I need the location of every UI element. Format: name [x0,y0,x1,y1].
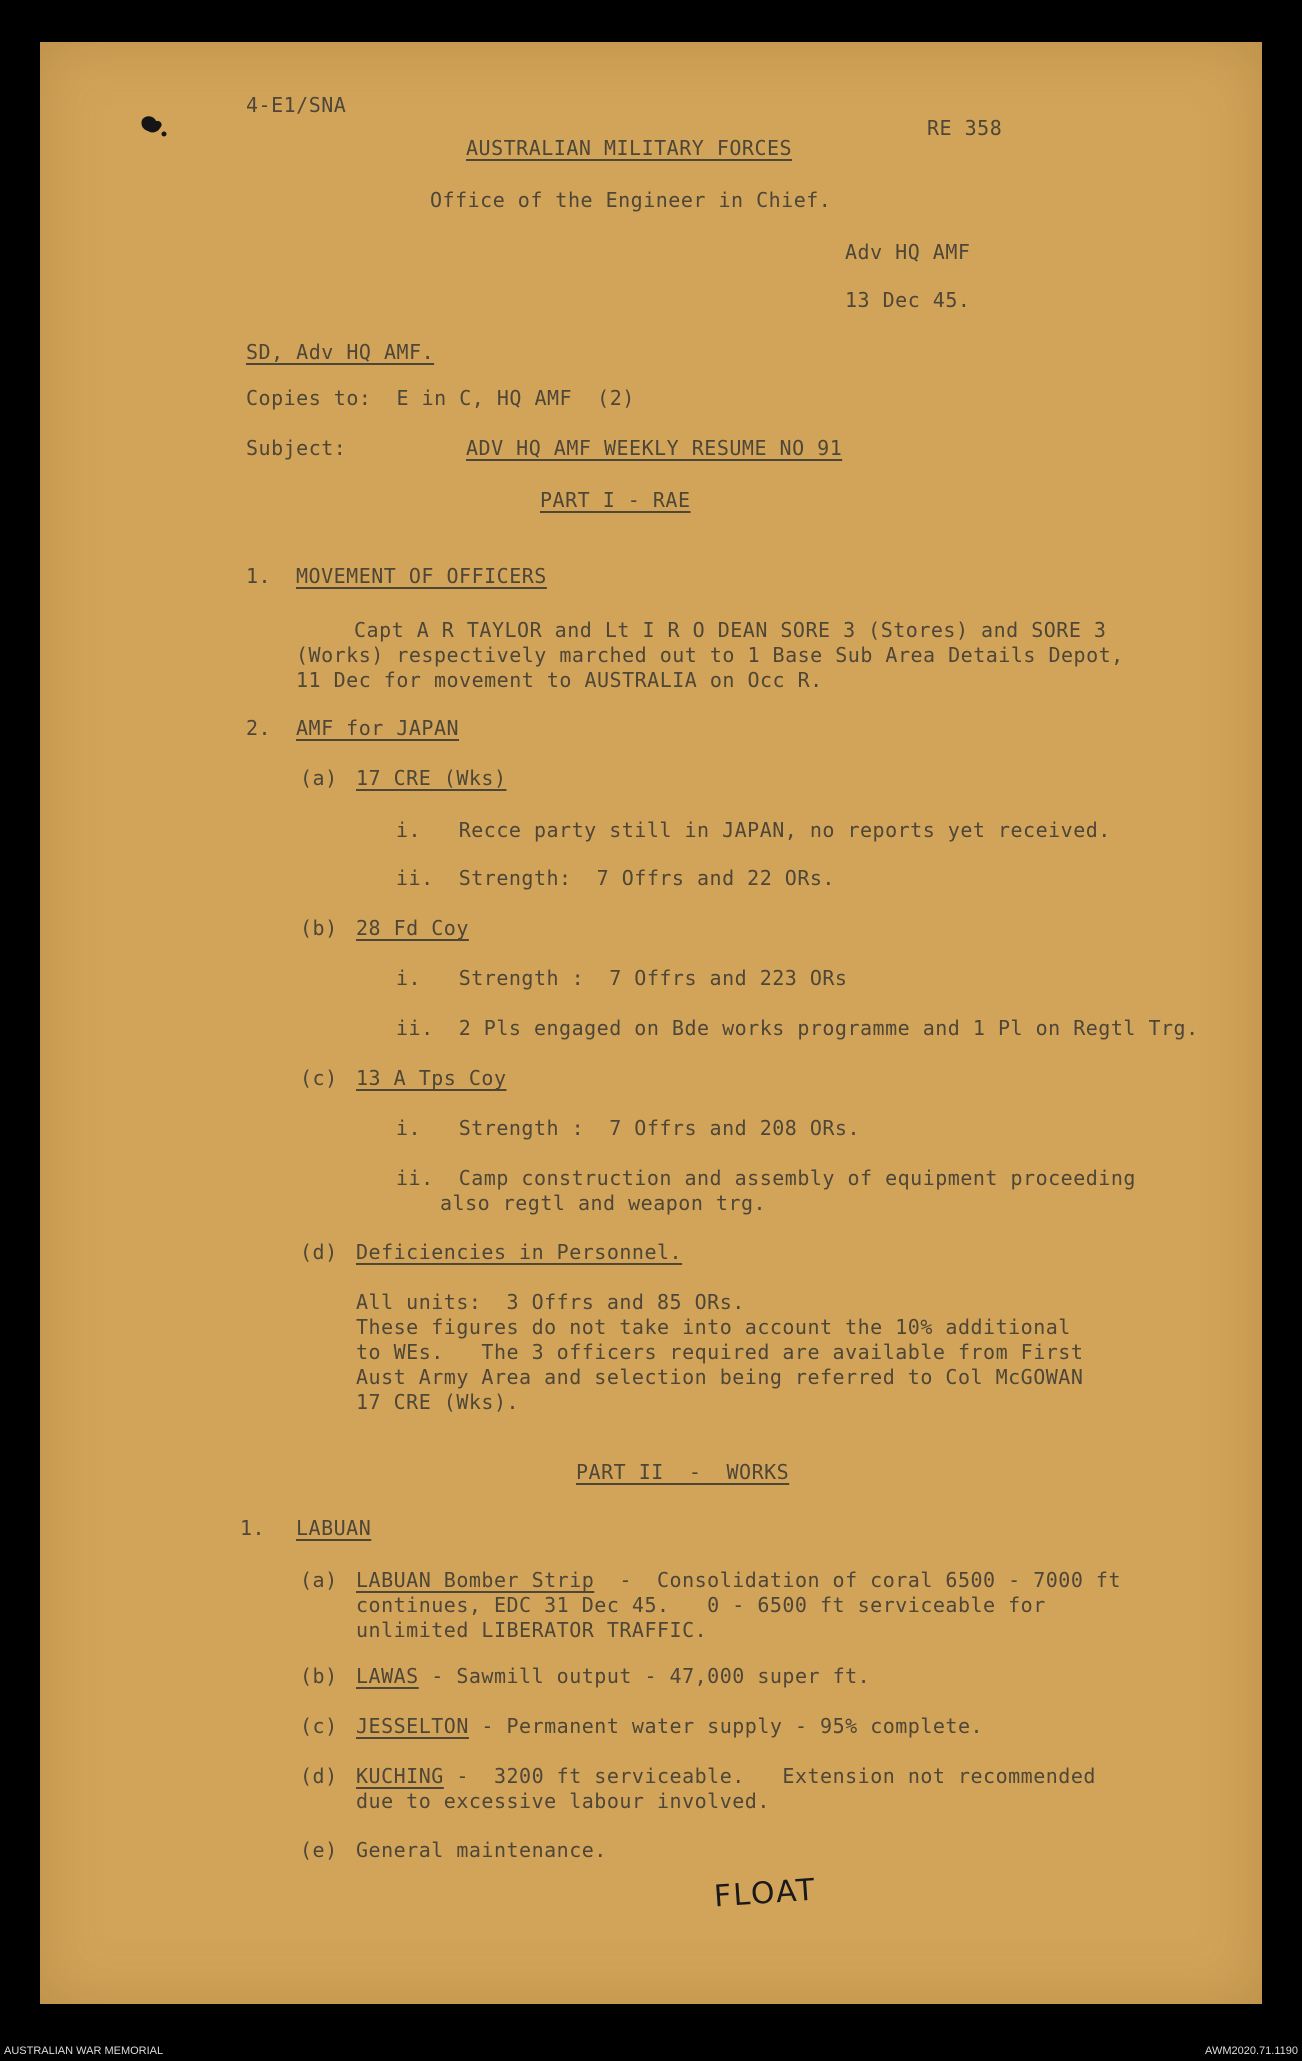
section-number: 1. [240,1516,266,1540]
sender-hq: Adv HQ AMF [845,240,971,264]
addressee: SD, Adv HQ AMF. [246,340,435,364]
item-label: (d) [300,1240,338,1264]
paragraph-line: (Works) respectively marched out to 1 Base Sub Area Details Depot, [296,643,1124,667]
section-number: 2. [246,716,272,740]
item-label: (a) [300,1568,338,1592]
organization-heading: AUSTRALIAN MILITARY FORCES [466,136,793,160]
paragraph-line: unlimited LIBERATOR TRAFFIC. [356,1618,708,1642]
item-line [356,1714,983,1739]
subject-title: ADV HQ AMF WEEKLY RESUME NO 91 [466,436,843,460]
subitem-line: ii. Camp construction and assembly of equipment proceeding [396,1166,1136,1190]
subitem-line: also regtl and weapon trg. [440,1191,767,1215]
item-label: (c) [300,1714,338,1738]
item-line: General maintenance. [356,1838,607,1862]
document-reference: RE 358 [927,116,1003,140]
item-label: (e) [300,1838,338,1862]
subitem-line: ii. Strength: 7 Offrs and 22 ORs. [396,866,835,890]
paragraph-line: All units: 3 Offrs and 85 ORs. [356,1290,745,1314]
file-reference: 4-E1/SNA [246,93,347,117]
item-text: - Permanent water supply - 95% complete. [468,1714,984,1738]
copies-line: Copies to: E in C, HQ AMF (2) [246,386,635,410]
item-line [356,1764,1096,1789]
item-heading: 28 Fd Coy [356,916,469,940]
paragraph-line: These figures do not take into account the 10% additional [356,1315,1071,1339]
item-key: KUCHING [356,1764,444,1788]
part-two-heading: PART II - WORKS [576,1460,790,1484]
paragraph-line: 11 Dec for movement to AUSTRALIA on Occ R. [296,668,823,692]
item-label: (b) [300,1664,338,1688]
item-line [356,1664,870,1689]
item-label: (c) [300,1066,338,1090]
item-label: (a) [300,766,338,790]
office-line: Office of the Engineer in Chief. [430,188,832,212]
item-heading: 17 CRE (Wks) [356,766,507,790]
item-text: - 3200 ft serviceable. Extension not recommended [443,1764,1096,1788]
paragraph-line: Capt A R TAYLOR and Lt I R O DEAN SORE 3 (Stores) and SORE 3 [354,618,1107,642]
item-text: - Consolidation of coral 6500 - 7000 ft [594,1568,1122,1592]
item-heading: 13 A Tps Coy [356,1066,507,1090]
subitem-line: ii. 2 Pls engaged on Bde works programme and 1 Pl on Regtl Trg. [396,1016,1199,1040]
subitem-line: i. Strength : 7 Offrs and 208 ORs. [396,1116,861,1140]
paragraph-line: continues, EDC 31 Dec 45. 0 - 6500 ft serviceable for [356,1593,1046,1617]
item-label: (d) [300,1764,338,1788]
item-key: LABUAN Bomber Strip [356,1568,595,1592]
footer-accession-number: AWM2020.71.1190 [1205,2045,1298,2057]
document-date: 13 Dec 45. [845,288,971,312]
section-heading: LABUAN [296,1516,372,1540]
item-line [356,1568,1121,1593]
paragraph-line: Aust Army Area and selection being referred to Col McGOWAN [356,1365,1084,1389]
item-text: - Sawmill output - 47,000 super ft. [418,1664,871,1688]
handwritten-annotation: FLOAT [712,1872,818,1915]
paragraph-line: to WEs. The 3 officers required are available from First [356,1340,1084,1364]
section-heading: AMF for JAPAN [296,716,460,740]
paragraph-line: 17 CRE (Wks). [356,1390,520,1414]
section-number: 1. [246,564,272,588]
item-label: (b) [300,916,338,940]
subitem-line: i. Strength : 7 Offrs and 223 ORs [396,966,848,990]
item-key: LAWAS [356,1664,419,1688]
subject-label: Subject: [246,436,347,460]
item-key: JESSELTON [356,1714,469,1738]
subitem-line: i. Recce party still in JAPAN, no reports yet received. [396,818,1111,842]
section-heading: MOVEMENT OF OFFICERS [296,564,547,588]
paragraph-line: due to excessive labour involved. [356,1789,770,1813]
item-heading: Deficiencies in Personnel. [356,1240,683,1264]
part-one-heading: PART I - RAE [540,488,691,512]
ink-blot [138,112,170,140]
footer-institution: AUSTRALIAN WAR MEMORIAL [4,2045,164,2057]
